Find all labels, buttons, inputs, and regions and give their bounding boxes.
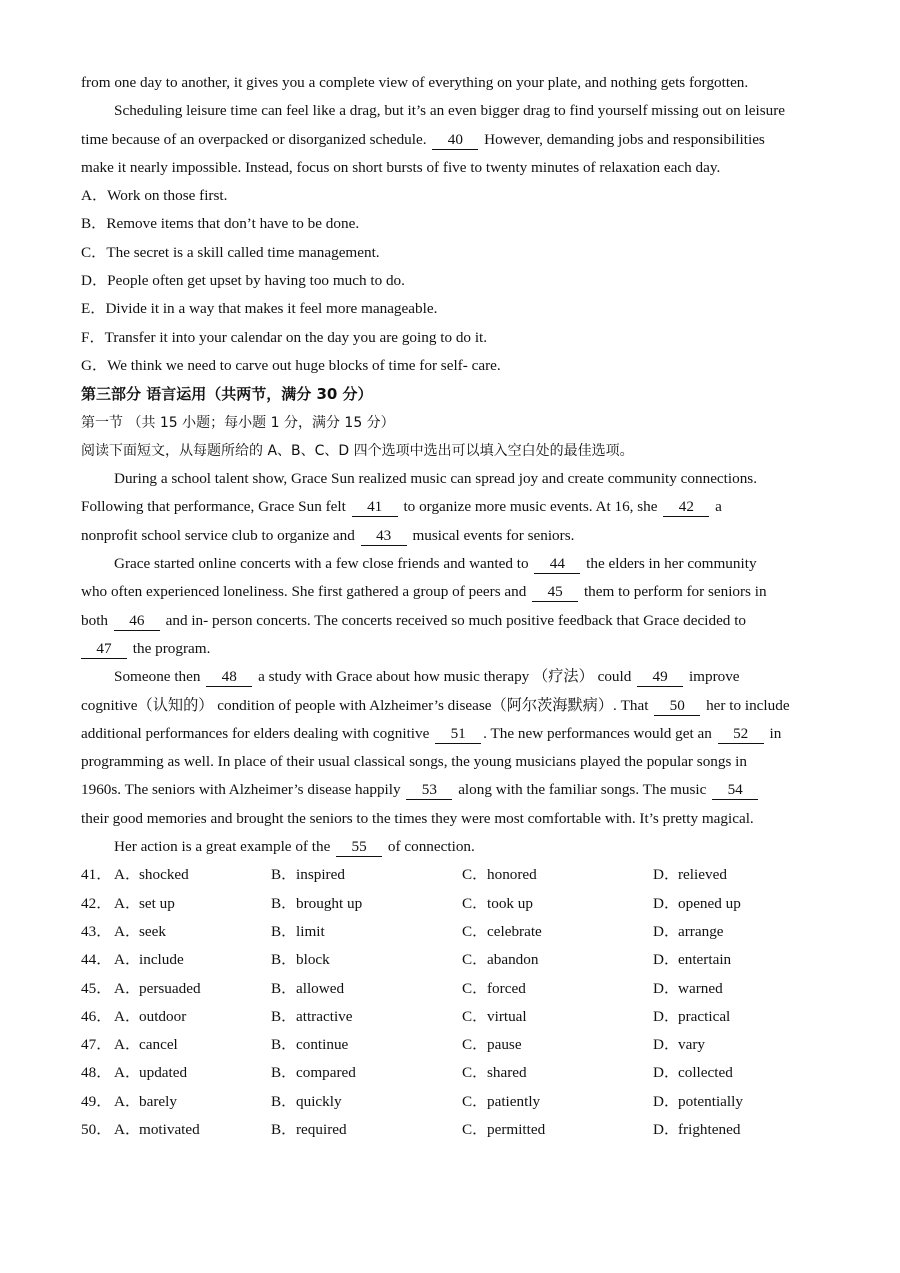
choice-c <box>462 1059 653 1087</box>
question-number: 44． <box>81 951 112 969</box>
choice-text: permitted <box>487 1120 546 1138</box>
question-number: 46． <box>81 1007 112 1025</box>
choice-letter: D． <box>653 951 680 969</box>
choice-a <box>114 1116 271 1144</box>
text: additional performances for elders dealing with cognitive <box>81 724 430 742</box>
text: 1960s. The seniors with Alzheimer’s disease happily <box>81 781 401 799</box>
choice-c <box>462 1031 653 1059</box>
choice-letter: D． <box>653 866 680 884</box>
choice-text: vary <box>678 1036 705 1054</box>
blank-46: 46 <box>114 612 160 631</box>
choice-c <box>462 946 653 974</box>
choice-a <box>114 1059 271 1087</box>
text: However, demanding jobs and responsibilities <box>484 130 765 148</box>
text: them to perform for seniors in <box>583 583 767 601</box>
choice-d <box>653 918 813 946</box>
blank-44: 44 <box>534 555 580 574</box>
passage-line <box>81 833 821 861</box>
choice-text: motivated <box>139 1120 200 1138</box>
choice-text: abandon <box>487 951 539 969</box>
question-row <box>81 1116 821 1144</box>
choice-letter: D． <box>653 1064 680 1082</box>
text: time because of an overpacked or disorganized schedule. <box>81 130 427 148</box>
question-number: 50． <box>81 1120 112 1138</box>
choice-text: shocked <box>139 866 189 884</box>
blank-54: 54 <box>712 781 758 800</box>
choice-c <box>462 1116 653 1144</box>
choice-text: arrange <box>678 922 724 940</box>
section-heading: 第一节 （共 15 小题；每小题 1 分，满分 15 分） <box>81 414 395 431</box>
option-text: Remove items that don’t have to be done. <box>106 215 360 233</box>
text: the program. <box>132 639 211 657</box>
passage-line <box>81 692 821 720</box>
blank-49: 49 <box>637 668 683 687</box>
text: the elders in her community <box>586 555 757 573</box>
choice-text: allowed <box>296 979 345 997</box>
paragraph-line: make it nearly impossible. Instead, focus on short bursts of five to twenty minutes of relaxation each day. <box>81 158 721 176</box>
blank-53: 53 <box>406 781 452 800</box>
blank-50: 50 <box>654 697 700 716</box>
choice-letter: C． <box>462 1064 488 1082</box>
blank-43: 43 <box>361 527 407 546</box>
passage-line <box>81 522 821 550</box>
choice-text: frightened <box>678 1120 741 1138</box>
choice-c <box>462 1088 653 1116</box>
option-b <box>81 210 821 238</box>
question-row <box>81 890 821 918</box>
choice-letter: B． <box>271 1092 297 1110</box>
question-number: 45． <box>81 979 112 997</box>
option-f <box>81 324 821 352</box>
choice-b <box>271 1059 462 1087</box>
choice-text: include <box>139 951 184 969</box>
choice-letter: C． <box>462 979 488 997</box>
choice-letter: C． <box>462 1120 488 1138</box>
blank-48: 48 <box>206 668 252 687</box>
choice-text: celebrate <box>487 922 542 940</box>
instruction: 阅读下面短文，从每题所给的 A、B、C、D 四个选项中选出可以填入空白处的最佳选项。 <box>81 442 634 459</box>
text: of connection. <box>387 838 475 856</box>
choice-letter: A． <box>114 979 141 997</box>
choice-b <box>271 1003 462 1031</box>
paragraph-tail: from one day to another, it gives you a complete view of everything on your plate, and nothing gets forgotten. <box>81 74 749 91</box>
choice-text: persuaded <box>139 979 201 997</box>
blank-51: 51 <box>435 725 481 744</box>
choice-text: barely <box>139 1092 177 1110</box>
choice-a <box>114 861 271 889</box>
choice-text: updated <box>139 1064 188 1082</box>
choice-letter: A． <box>114 922 141 940</box>
choice-b <box>271 1088 462 1116</box>
choice-letter: A． <box>114 1120 141 1138</box>
blank-55: 55 <box>336 838 382 857</box>
question-number: 49． <box>81 1092 112 1110</box>
choice-text: required <box>296 1120 347 1138</box>
choice-letter: A． <box>114 1092 141 1110</box>
text: Her action is a great example of the <box>114 838 331 856</box>
choice-b <box>271 975 462 1003</box>
text: musical events for seniors. <box>412 526 575 544</box>
question-number: 43． <box>81 922 112 940</box>
option-text: People often get upset by having too much to do. <box>107 272 405 290</box>
choice-text: brought up <box>296 894 363 912</box>
text: along with the familiar songs. The music <box>458 781 707 799</box>
question-number: 47． <box>81 1036 112 1054</box>
passage-line: During a school talent show, Grace Sun realized music can spread joy and create community connections. <box>114 470 758 488</box>
choice-letter: A． <box>114 1064 141 1082</box>
choice-text: quickly <box>296 1092 342 1110</box>
choice-c <box>462 1003 653 1031</box>
passage-line <box>81 578 821 606</box>
choice-d <box>653 975 813 1003</box>
choice-b <box>271 1031 462 1059</box>
question-number: 48． <box>81 1064 112 1082</box>
question-number: 42． <box>81 894 112 912</box>
blank-40: 40 <box>432 131 478 150</box>
option-letter: A． <box>81 187 108 205</box>
choice-text: took up <box>487 894 533 912</box>
choice-text: block <box>296 951 330 969</box>
choice-letter: D． <box>653 979 680 997</box>
choice-d <box>653 1031 813 1059</box>
text: Someone then <box>114 668 201 686</box>
choice-d <box>653 861 813 889</box>
option-letter: G． <box>81 356 108 374</box>
option-text: We think we need to carve out huge blocks of time for self- care. <box>107 356 501 374</box>
choice-letter: B． <box>271 1120 297 1138</box>
option-letter: C． <box>81 243 107 261</box>
choice-letter: C． <box>462 922 488 940</box>
choice-d <box>653 1003 813 1031</box>
passage-line: their good memories and brought the seniors to the times they were most comfortable with. It’s pretty magical. <box>81 809 754 827</box>
choice-b <box>271 918 462 946</box>
text: nonprofit school service club to organize and <box>81 526 355 544</box>
choice-letter: D． <box>653 1092 680 1110</box>
option-e <box>81 295 821 323</box>
option-text: Divide it in a way that makes it feel more manageable. <box>105 300 438 318</box>
choice-text: continue <box>296 1036 349 1054</box>
choice-text: entertain <box>678 951 732 969</box>
choice-letter: C． <box>462 894 488 912</box>
choice-c <box>462 975 653 1003</box>
text: cognitive（认知的） condition of people with Alzheimer’s disease（阿尔茨海默病）. That <box>81 696 649 714</box>
question-row <box>81 1031 821 1059</box>
choice-d <box>653 890 813 918</box>
choice-text: inspired <box>296 866 345 884</box>
text: . The new performances would get an <box>483 724 712 742</box>
option-g <box>81 352 821 380</box>
blank-42: 42 <box>663 498 709 517</box>
choice-letter: D． <box>653 1007 680 1025</box>
question-row <box>81 1059 821 1087</box>
choice-text: attractive <box>296 1007 353 1025</box>
choice-a <box>114 1003 271 1031</box>
passage-line <box>81 607 821 635</box>
choice-text: outdoor <box>139 1007 187 1025</box>
choice-a <box>114 946 271 974</box>
text: Following that performance, Grace Sun felt <box>81 498 346 516</box>
choice-text: relieved <box>678 866 727 884</box>
choice-d <box>653 1059 813 1087</box>
choice-text: seek <box>139 922 166 940</box>
choice-text: compared <box>296 1064 356 1082</box>
choice-a <box>114 890 271 918</box>
text: improve <box>688 668 740 686</box>
text: Grace started online concerts with a few close friends and wanted to <box>114 555 529 573</box>
choice-text: collected <box>678 1064 733 1082</box>
question-row <box>81 861 821 889</box>
choice-letter: C． <box>462 866 488 884</box>
choice-b <box>271 1116 462 1144</box>
question-row <box>81 918 821 946</box>
choice-d <box>653 1088 813 1116</box>
choice-letter: B． <box>271 894 297 912</box>
choice-letter: D． <box>653 894 680 912</box>
choice-d <box>653 1116 813 1144</box>
choice-letter: A． <box>114 894 141 912</box>
choice-text: pause <box>487 1036 522 1054</box>
passage-line <box>81 635 821 663</box>
text: a <box>715 498 722 516</box>
option-letter: E． <box>81 300 106 318</box>
blank-47: 47 <box>81 640 127 659</box>
blank-45: 45 <box>532 583 578 602</box>
choice-text: potentially <box>678 1092 743 1110</box>
choice-text: warned <box>678 979 723 997</box>
choice-letter: B． <box>271 1064 297 1082</box>
passage-line <box>81 720 821 748</box>
text: and in- person concerts. The concerts received so much positive feedback that Grace decided to <box>165 611 747 629</box>
choice-letter: B． <box>271 979 297 997</box>
choice-letter: D． <box>653 1036 680 1054</box>
choice-letter: C． <box>462 951 488 969</box>
choice-a <box>114 975 271 1003</box>
part-heading: 第三部分 语言运用（共两节，满分 30 分） <box>81 385 373 404</box>
option-letter: B． <box>81 215 107 233</box>
choice-letter: D． <box>653 922 680 940</box>
blank-41: 41 <box>352 498 398 517</box>
option-text: Work on those first. <box>107 187 228 205</box>
choice-letter: A． <box>114 1007 141 1025</box>
choice-text: patiently <box>487 1092 541 1110</box>
choice-letter: A． <box>114 1036 141 1054</box>
choice-letter: C． <box>462 1092 488 1110</box>
choice-c <box>462 918 653 946</box>
question-row <box>81 975 821 1003</box>
paragraph-line: Scheduling leisure time can feel like a drag, but it’s an even bigger drag to find yourself missing out on leisure <box>114 102 786 120</box>
option-letter: F． <box>81 328 105 346</box>
document-page <box>81 69 821 1144</box>
text: to organize more music events. At 16, she <box>403 498 658 516</box>
text: in <box>769 724 782 742</box>
option-c <box>81 239 821 267</box>
text: her to include <box>706 696 790 714</box>
choice-d <box>653 946 813 974</box>
option-letter: D． <box>81 272 108 290</box>
choice-letter: C． <box>462 1036 488 1054</box>
passage-line <box>81 776 821 804</box>
choice-c <box>462 890 653 918</box>
choice-letter: A． <box>114 866 141 884</box>
choice-text: opened up <box>678 894 741 912</box>
text: who often experienced loneliness. She first gathered a group of peers and <box>81 583 527 601</box>
choice-letter: B． <box>271 866 297 884</box>
choice-a <box>114 918 271 946</box>
text: a study with Grace about how music therapy （疗法） could <box>258 668 632 686</box>
choice-letter: B． <box>271 922 297 940</box>
choice-letter: C． <box>462 1007 488 1025</box>
choice-text: limit <box>296 922 325 940</box>
option-d <box>81 267 821 295</box>
choice-c <box>462 861 653 889</box>
passage-line <box>81 493 821 521</box>
option-text: Transfer it into your calendar on the day you are going to do it. <box>104 328 488 346</box>
text: both <box>81 611 109 629</box>
question-row <box>81 1088 821 1116</box>
choice-b <box>271 946 462 974</box>
question-list <box>81 861 821 1144</box>
passage-line <box>81 550 821 578</box>
choice-b <box>271 861 462 889</box>
choice-text: shared <box>487 1064 527 1082</box>
choice-text: virtual <box>487 1007 527 1025</box>
question-row <box>81 1003 821 1031</box>
question-row <box>81 946 821 974</box>
passage-line <box>81 663 821 691</box>
choice-a <box>114 1088 271 1116</box>
choice-letter: B． <box>271 1036 297 1054</box>
choice-text: practical <box>678 1007 731 1025</box>
choice-b <box>271 890 462 918</box>
choice-letter: B． <box>271 951 297 969</box>
choice-text: set up <box>139 894 175 912</box>
blank-52: 52 <box>718 725 764 744</box>
passage-line: programming as well. In place of their usual classical songs, the young musicians played the popular songs in <box>81 753 747 771</box>
choice-letter: D． <box>653 1120 680 1138</box>
paragraph-line <box>81 126 821 154</box>
choice-text: cancel <box>139 1036 178 1054</box>
choice-a <box>114 1031 271 1059</box>
choice-letter: A． <box>114 951 141 969</box>
choice-text: honored <box>487 866 537 884</box>
choice-text: forced <box>487 979 526 997</box>
option-a <box>81 182 821 210</box>
option-text: The secret is a skill called time management. <box>106 243 380 261</box>
question-number: 41． <box>81 866 112 884</box>
choice-letter: B． <box>271 1007 297 1025</box>
